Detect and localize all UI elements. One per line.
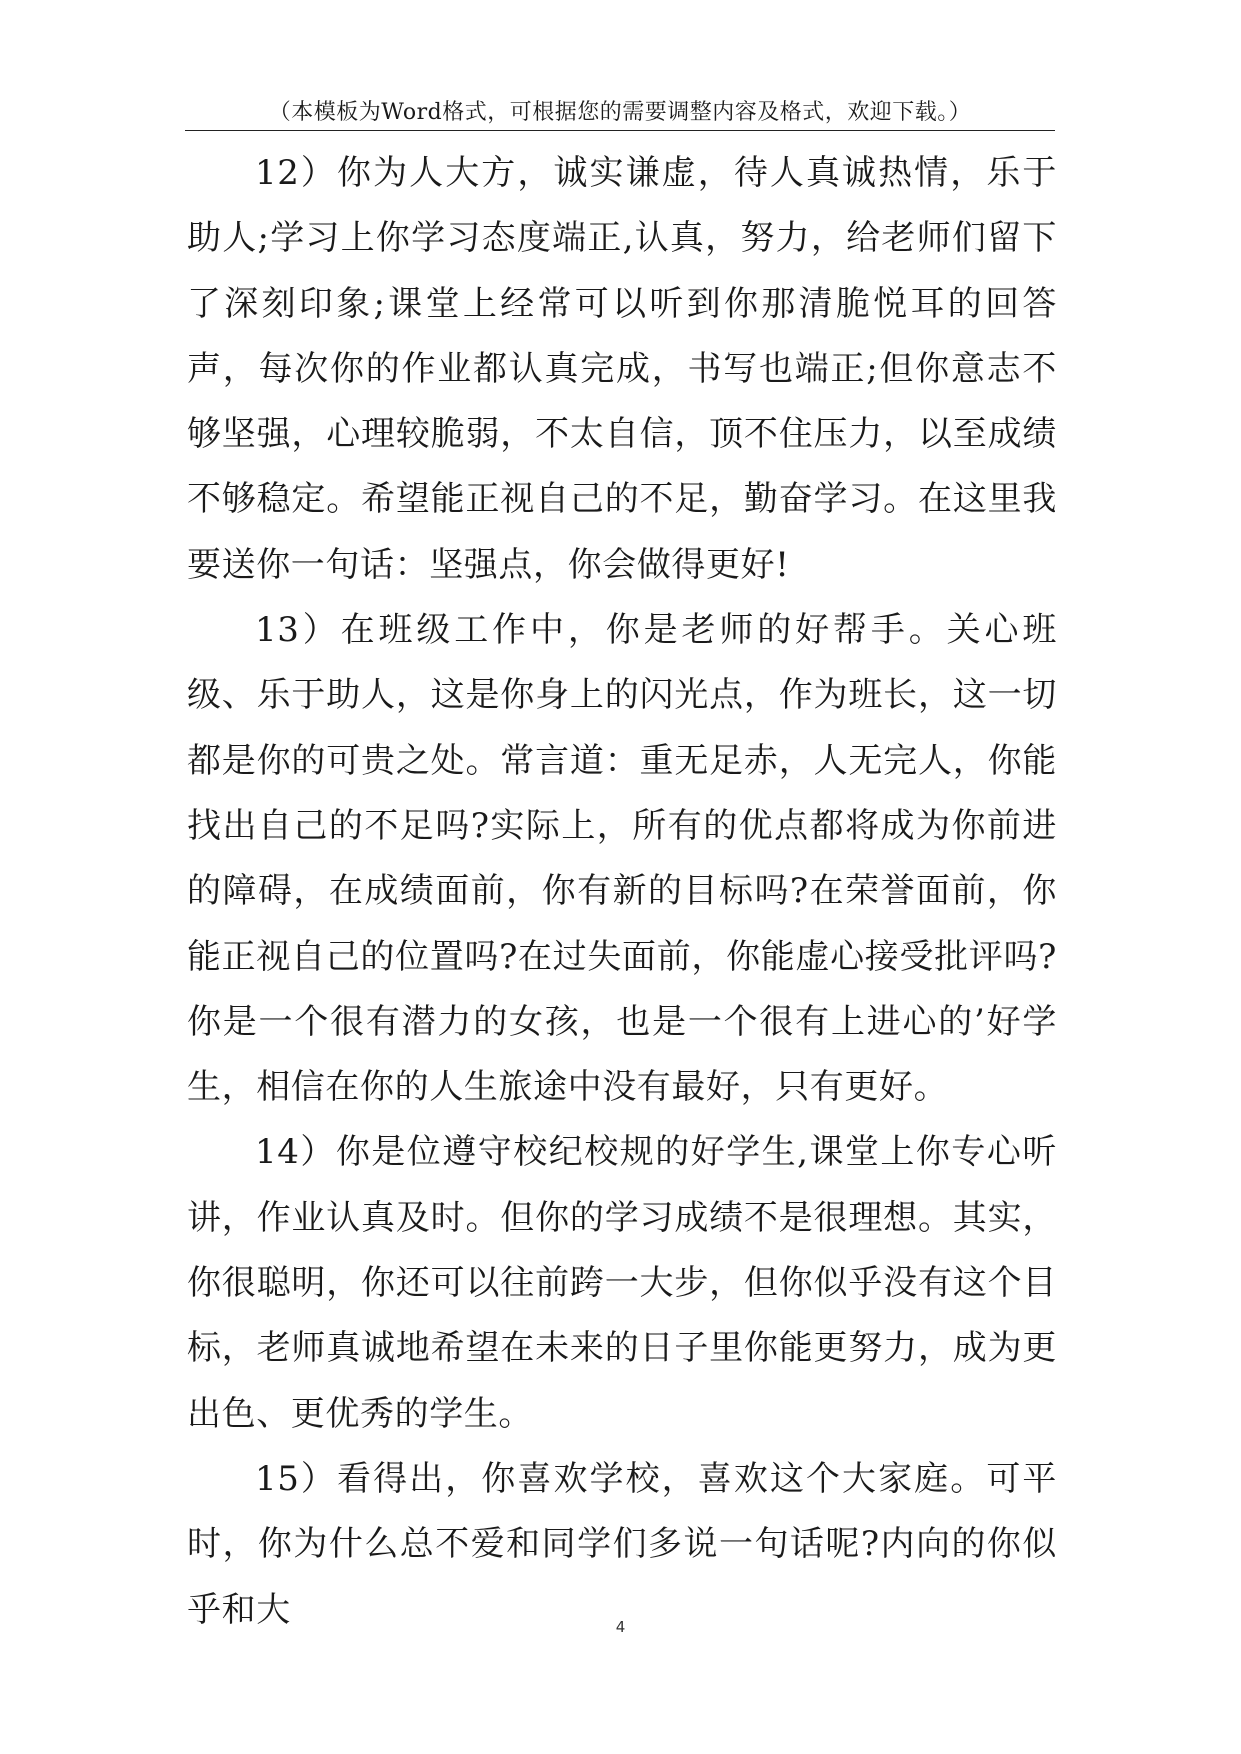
paragraph-12: 12）你为人大方，诚实谦虚，待人真诚热情，乐于助人;学习上你学习态度端正,认真，努力，给老师们留下了深刻印象;课堂上经常可以听到你那清脆悦耳的回答声，每次你的作业都认真完成，书写也端正;但你意志不够坚强，心理较脆弱，不太自信，顶不住压力，以至成绩不够稳定。希望能正视自己的不足，勤奋学习。在这里我要送你一句话：坚强点，你会做得更好! <box>187 153 1057 585</box>
header-divider <box>185 130 1055 131</box>
paragraph-13: 13）在班级工作中，你是老师的好帮手。关心班级、乐于助人，这是你身上的闪光点，作为班长，这一切都是你的可贵之处。常言道：重无足赤，人无完人，你能找出自己的不足吗?实际上，所有的优点都将成为你前进的障碍，在成绩面前，你有新的目标吗?在荣誉面前，你能正视自己的位置吗?在过失面前，你能虚心接受批评吗?你是一个很有潜力的女孩，也是一个很有上进心的’好学生，相信在你的人生旅途中没有最好，只有更好。 <box>187 610 1057 1108</box>
paragraph-15: 15）看得出，你喜欢学校，喜欢这个大家庭。可平时，你为什么总不爱和同学们多说一句话呢?内向的你似乎和大 <box>187 1458 1057 1630</box>
page-number: 4 <box>615 1618 626 1636</box>
document-body <box>187 141 1057 1643</box>
paragraph-14: 14）你是位遵守校纪校规的好学生,课堂上你专心听讲，作业认真及时。但你的学习成绩不是很理想。其实，你很聪明，你还可以往前跨一大步，但你似乎没有这个目标，老师真诚地希望在未来的日子里你能更努力，成为更出色、更优秀的学生。 <box>187 1132 1057 1434</box>
template-note-header: （本模板为Word格式，可根据您的需要调整内容及格式，欢迎下载。） <box>268 100 972 125</box>
